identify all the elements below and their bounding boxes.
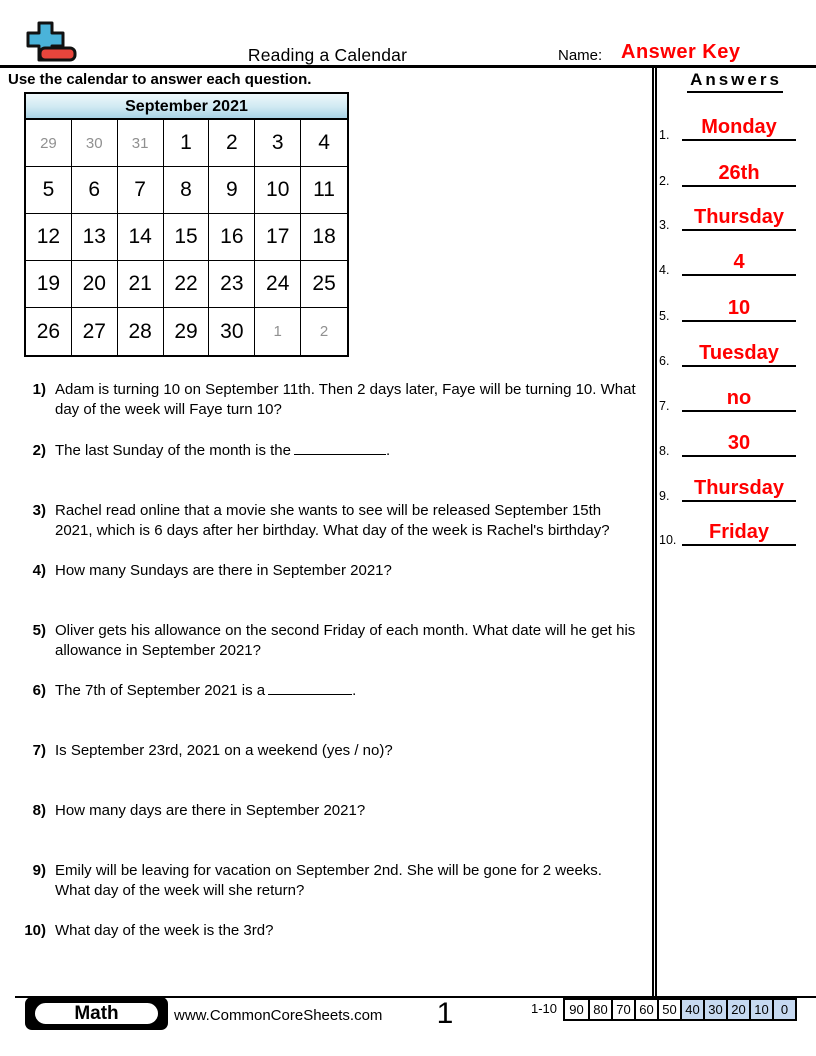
calendar-cell: 3 bbox=[255, 120, 301, 167]
answer-item-4 bbox=[652, 248, 816, 277]
answer-item-9 bbox=[652, 474, 816, 503]
calendar-cell: 26 bbox=[26, 308, 72, 355]
score-range-label: 1-10 bbox=[531, 1001, 558, 1016]
question-text: What day of the week is the 3rd? bbox=[55, 922, 274, 939]
question-text: Rachel read online that a movie she wants to see will be released September 15th 2021, which is 6 days after her birthday. What day of the week is Rachel's birthday? bbox=[55, 502, 610, 539]
question-8 bbox=[22, 801, 636, 821]
answer-underline bbox=[682, 455, 796, 457]
answer-number: 4. bbox=[659, 263, 670, 277]
calendar-cell: 1 bbox=[164, 120, 210, 167]
answer-item-1 bbox=[652, 113, 816, 142]
question-6 bbox=[22, 681, 636, 701]
answer-underline bbox=[682, 320, 796, 322]
question-5 bbox=[22, 621, 636, 660]
question-text: Is September 23rd, 2021 on a weekend (yes / no)? bbox=[55, 742, 393, 759]
answer-item-5 bbox=[652, 294, 816, 323]
calendar-cell: 1 bbox=[255, 308, 301, 355]
answer-blank-line bbox=[294, 442, 386, 455]
calendar-cell: 25 bbox=[301, 261, 347, 308]
calendar-grid bbox=[26, 120, 347, 355]
question-number: 1) bbox=[32, 381, 46, 398]
score-strip bbox=[531, 998, 797, 1021]
calendar-cell: 20 bbox=[72, 261, 118, 308]
question-text: Emily will be leaving for vacation on September 2nd. She will be gone for 2 weeks. What day of the week will she return? bbox=[55, 862, 602, 899]
question-text-post: . bbox=[385, 442, 391, 459]
calendar-cell: 11 bbox=[301, 167, 347, 214]
calendar-cell: 16 bbox=[209, 214, 255, 261]
question-text: How many Sundays are there in September 2021? bbox=[55, 562, 392, 579]
score-cell: 20 bbox=[726, 1000, 749, 1019]
answer-item-7 bbox=[652, 384, 816, 413]
answer-value: Thursday bbox=[693, 477, 785, 499]
calendar-cell: 22 bbox=[164, 261, 210, 308]
answer-value: 30 bbox=[727, 432, 751, 454]
score-cell: 80 bbox=[588, 1000, 611, 1019]
question-number: 4) bbox=[32, 562, 46, 579]
score-cell: 40 bbox=[680, 1000, 703, 1019]
question-text-pre: The last Sunday of the month is the bbox=[55, 442, 291, 459]
calendar-cell: 2 bbox=[319, 323, 329, 340]
header-divider bbox=[0, 65, 816, 68]
calendar-cell: 29 bbox=[26, 120, 72, 167]
answer-blank-line bbox=[268, 682, 352, 695]
question-number: 9) bbox=[32, 862, 46, 879]
question-number: 7) bbox=[32, 742, 46, 759]
question-number: 2) bbox=[32, 442, 46, 459]
question-number: 3) bbox=[32, 502, 46, 519]
answer-number: 3. bbox=[659, 218, 670, 232]
score-cell: 0 bbox=[772, 1000, 795, 1019]
answer-number: 9. bbox=[659, 489, 670, 503]
answer-value: 26th bbox=[718, 162, 760, 184]
answer-underline bbox=[682, 139, 796, 141]
score-grid bbox=[563, 998, 797, 1021]
calendar-cell: 10 bbox=[255, 167, 301, 214]
question-2 bbox=[22, 441, 636, 461]
answer-number: 7. bbox=[659, 399, 670, 413]
calendar-cell: 31 bbox=[118, 120, 164, 167]
answer-number: 5. bbox=[659, 309, 670, 323]
question-text bbox=[55, 441, 636, 461]
website-url: www.CommonCoreSheets.com bbox=[174, 1007, 383, 1024]
calendar-cell: 9 bbox=[209, 167, 255, 214]
question-text: Oliver gets his allowance on the second Friday of each month. What date will he get his allowance in September 2021? bbox=[55, 622, 636, 659]
score-cell: 60 bbox=[634, 1000, 657, 1019]
calendar-cell: 21 bbox=[118, 261, 164, 308]
commoncoresheets-logo bbox=[12, 2, 82, 66]
calendar-cell: 5 bbox=[26, 167, 72, 214]
page-title: Reading a Calendar bbox=[247, 45, 408, 65]
answer-underline bbox=[682, 185, 796, 187]
answer-item-3 bbox=[652, 203, 816, 232]
calendar-cell: 17 bbox=[255, 214, 301, 261]
question-4 bbox=[22, 561, 636, 581]
answer-number: 1. bbox=[659, 128, 670, 142]
calendar-cell: 27 bbox=[72, 308, 118, 355]
answer-item-10 bbox=[652, 518, 816, 547]
answer-value: Friday bbox=[708, 521, 770, 543]
page-number: 1 bbox=[436, 997, 454, 1030]
calendar-cell: 29 bbox=[164, 308, 210, 355]
answer-item-6 bbox=[652, 339, 816, 368]
score-cell: 90 bbox=[565, 1000, 588, 1019]
calendar-cell: 7 bbox=[118, 167, 164, 214]
calendar-cell: 8 bbox=[164, 167, 210, 214]
question-number: 10) bbox=[24, 922, 46, 939]
question-3 bbox=[22, 501, 636, 540]
answers-heading: Answers bbox=[660, 70, 810, 93]
answer-item-2 bbox=[652, 159, 816, 188]
calendar-cell: 13 bbox=[72, 214, 118, 261]
question-1 bbox=[22, 380, 636, 419]
answer-value: 4 bbox=[733, 251, 745, 273]
answer-value: no bbox=[726, 387, 752, 409]
calendar-cell: 18 bbox=[301, 214, 347, 261]
question-number: 8) bbox=[32, 802, 46, 819]
question-number: 5) bbox=[32, 622, 46, 639]
answer-item-8 bbox=[652, 429, 816, 458]
answer-underline bbox=[682, 500, 796, 502]
answer-underline bbox=[682, 410, 796, 412]
calendar-cell: 30 bbox=[209, 308, 255, 355]
calendar-cell: 28 bbox=[118, 308, 164, 355]
answer-number: 6. bbox=[659, 354, 670, 368]
answer-underline bbox=[682, 274, 796, 276]
score-cell: 10 bbox=[749, 1000, 772, 1019]
answer-underline bbox=[682, 544, 796, 546]
answer-number: 2. bbox=[659, 174, 670, 188]
question-text: How many days are there in September 2021? bbox=[55, 802, 366, 819]
question-text: Adam is turning 10 on September 11th. Then 2 days later, Faye will be turning 10. What day of the week will Faye turn 10? bbox=[55, 381, 636, 418]
instruction-text: Use the calendar to answer each question. bbox=[8, 71, 312, 88]
question-text-post: . bbox=[352, 682, 357, 699]
calendar-cell: 14 bbox=[118, 214, 164, 261]
question-10 bbox=[22, 921, 636, 941]
question-text-pre: The 7th of September 2021 is a bbox=[55, 682, 266, 699]
answer-value: Thursday bbox=[693, 206, 785, 228]
calendar-cell: 30 bbox=[72, 120, 118, 167]
answer-underline bbox=[682, 229, 796, 231]
calendar-cell: 19 bbox=[26, 261, 72, 308]
question-number: 6) bbox=[32, 682, 46, 699]
subject-label: Math bbox=[32, 1000, 161, 1027]
name-label: Name: bbox=[558, 47, 603, 64]
calendar-cell: 6 bbox=[72, 167, 118, 214]
subject-badge bbox=[25, 997, 168, 1030]
calendar-cell: 2 bbox=[209, 120, 255, 167]
question-9 bbox=[22, 861, 636, 900]
score-cell: 30 bbox=[703, 1000, 726, 1019]
question-7 bbox=[22, 741, 636, 761]
score-cell: 50 bbox=[657, 1000, 680, 1019]
calendar-cell: 23 bbox=[209, 261, 255, 308]
answer-key-label: Answer Key bbox=[621, 41, 741, 63]
question-text bbox=[55, 681, 636, 701]
calendar-cell: 4 bbox=[301, 120, 347, 167]
calendar-cell: 15 bbox=[164, 214, 210, 261]
answer-value: Monday bbox=[701, 116, 777, 138]
minus-icon bbox=[40, 48, 75, 60]
answer-underline bbox=[682, 365, 796, 367]
answer-number: 10. bbox=[659, 533, 677, 547]
calendar-cell: 24 bbox=[255, 261, 301, 308]
answer-number: 8. bbox=[659, 444, 670, 458]
calendar bbox=[24, 92, 349, 357]
answer-value: 10 bbox=[727, 297, 751, 319]
calendar-month-title: September 2021 bbox=[26, 94, 347, 120]
calendar-cell: 12 bbox=[26, 214, 72, 261]
score-cell: 70 bbox=[611, 1000, 634, 1019]
answer-value: Tuesday bbox=[699, 342, 779, 364]
